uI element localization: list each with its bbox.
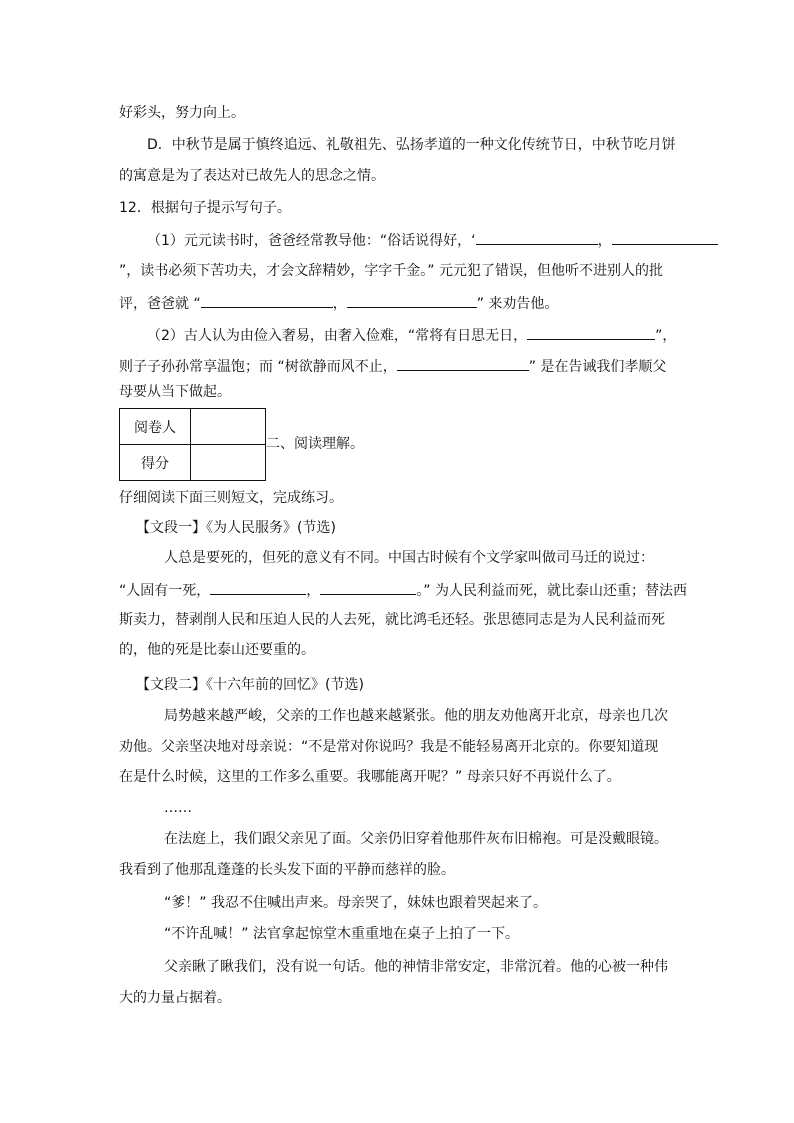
- answer-blank[interactable]: [320, 580, 416, 595]
- score-grader-cell[interactable]: [191, 409, 266, 445]
- score-value-cell[interactable]: [191, 445, 266, 481]
- score-table: [119, 408, 266, 481]
- question-12-title: 12．根据句子提示写句子。: [119, 200, 291, 216]
- passage1-title: 【文段一】《为人民服务》(节选): [136, 520, 336, 536]
- passage2-line: 大的力量占据着。: [119, 990, 231, 1006]
- section-2-heading: 二、阅读理解。: [266, 436, 364, 452]
- passage2-line: 在是什么时候，这里的工作多么重要。我哪能离开呢？” 母亲只好不再说什么了。: [119, 769, 621, 785]
- q12-part1-line: （1）元元读书时，爸爸经常教导他：“俗话说得好，‘ ，: [147, 230, 718, 250]
- answer-blank[interactable]: [210, 580, 306, 595]
- text-line: 好彩头，努力向上。: [119, 105, 245, 121]
- answer-blank[interactable]: [397, 356, 529, 371]
- answer-blank[interactable]: [527, 325, 655, 340]
- answer-blank[interactable]: [347, 293, 477, 308]
- passage2-title: 【文段二】《十六年前的回忆》(节选): [136, 677, 364, 693]
- passage2-line: “爹！” 我忍不住喊出声来。母亲哭了，妹妹也跟着哭起来了。: [164, 895, 547, 911]
- option-d-line: D．中秋节是属于慎终追远、礼敬祖先、弘扬孝道的一种文化传统节日，中秋节吃月饼: [147, 137, 676, 153]
- text-line: ”，读书必须下苦功夫，才会文辞精妙，字字千金。” 元元犯了错误，但他听不进别人的批: [119, 263, 663, 279]
- answer-blank[interactable]: [612, 230, 718, 245]
- score-label-grader: 阅卷人: [120, 409, 191, 445]
- answer-blank[interactable]: [476, 230, 598, 245]
- passage2-line: 父亲瞅了瞅我们，没有说一句话。他的神情非常安定，非常沉着。他的心被一种伟: [164, 959, 668, 975]
- text-line: 评，爸爸就 “ ， ” 来劝告他。: [119, 293, 558, 313]
- q12-part2-line: （2）古人认为由俭入奢易，由奢入俭难，“常将有日思无日， ”，: [147, 325, 676, 345]
- ellipsis: ……: [164, 800, 192, 816]
- text-line: 的寓意是为了表达对已故先人的思念之情。: [119, 168, 385, 184]
- passage1-line: 斯卖力，替剥削人民和压迫人民的人去死，就比鸿毛还轻。张思德同志是为人民利益而死: [119, 612, 665, 628]
- passage1-line: 的，他的死是比泰山还要重的。: [119, 642, 315, 658]
- passage2-line: 我看到了他那乱蓬蓬的长头发下面的平静而慈祥的脸。: [119, 862, 455, 878]
- text-line: 则子子孙孙常享温饱；而 “树欲静而风不止， ” 是在告诫我们孝顺父: [119, 356, 666, 376]
- instruction-line: 仔细阅读下面三则短文，完成练习。: [119, 490, 343, 506]
- answer-blank[interactable]: [201, 293, 333, 308]
- passage2-line: 劝他。父亲坚决地对母亲说：“不是常对你说吗？我是不能轻易离开北京的。你要知道现: [119, 739, 659, 755]
- passage1-line: 人总是要死的，但死的意义有不同。中国古时候有个文学家叫做司马迁的说过：: [164, 550, 654, 566]
- passage1-line: “人固有一死， ， 。” 为人民利益而死，就比泰山还重；替法西: [119, 580, 687, 600]
- passage2-line: 在法庭上，我们跟父亲见了面。父亲仍旧穿着他那件灰布旧棉袍。可是没戴眼镜。: [164, 831, 668, 847]
- passage2-line: 局势越来越严峻，父亲的工作也越来越紧张。他的朋友劝他离开北京，母亲也几次: [164, 708, 668, 724]
- score-label-score: 得分: [120, 445, 191, 481]
- passage2-line: “不许乱喊！” 法官拿起惊堂木重重地在桌子上拍了一下。: [164, 926, 519, 942]
- text-line: 母要从当下做起。: [119, 384, 231, 400]
